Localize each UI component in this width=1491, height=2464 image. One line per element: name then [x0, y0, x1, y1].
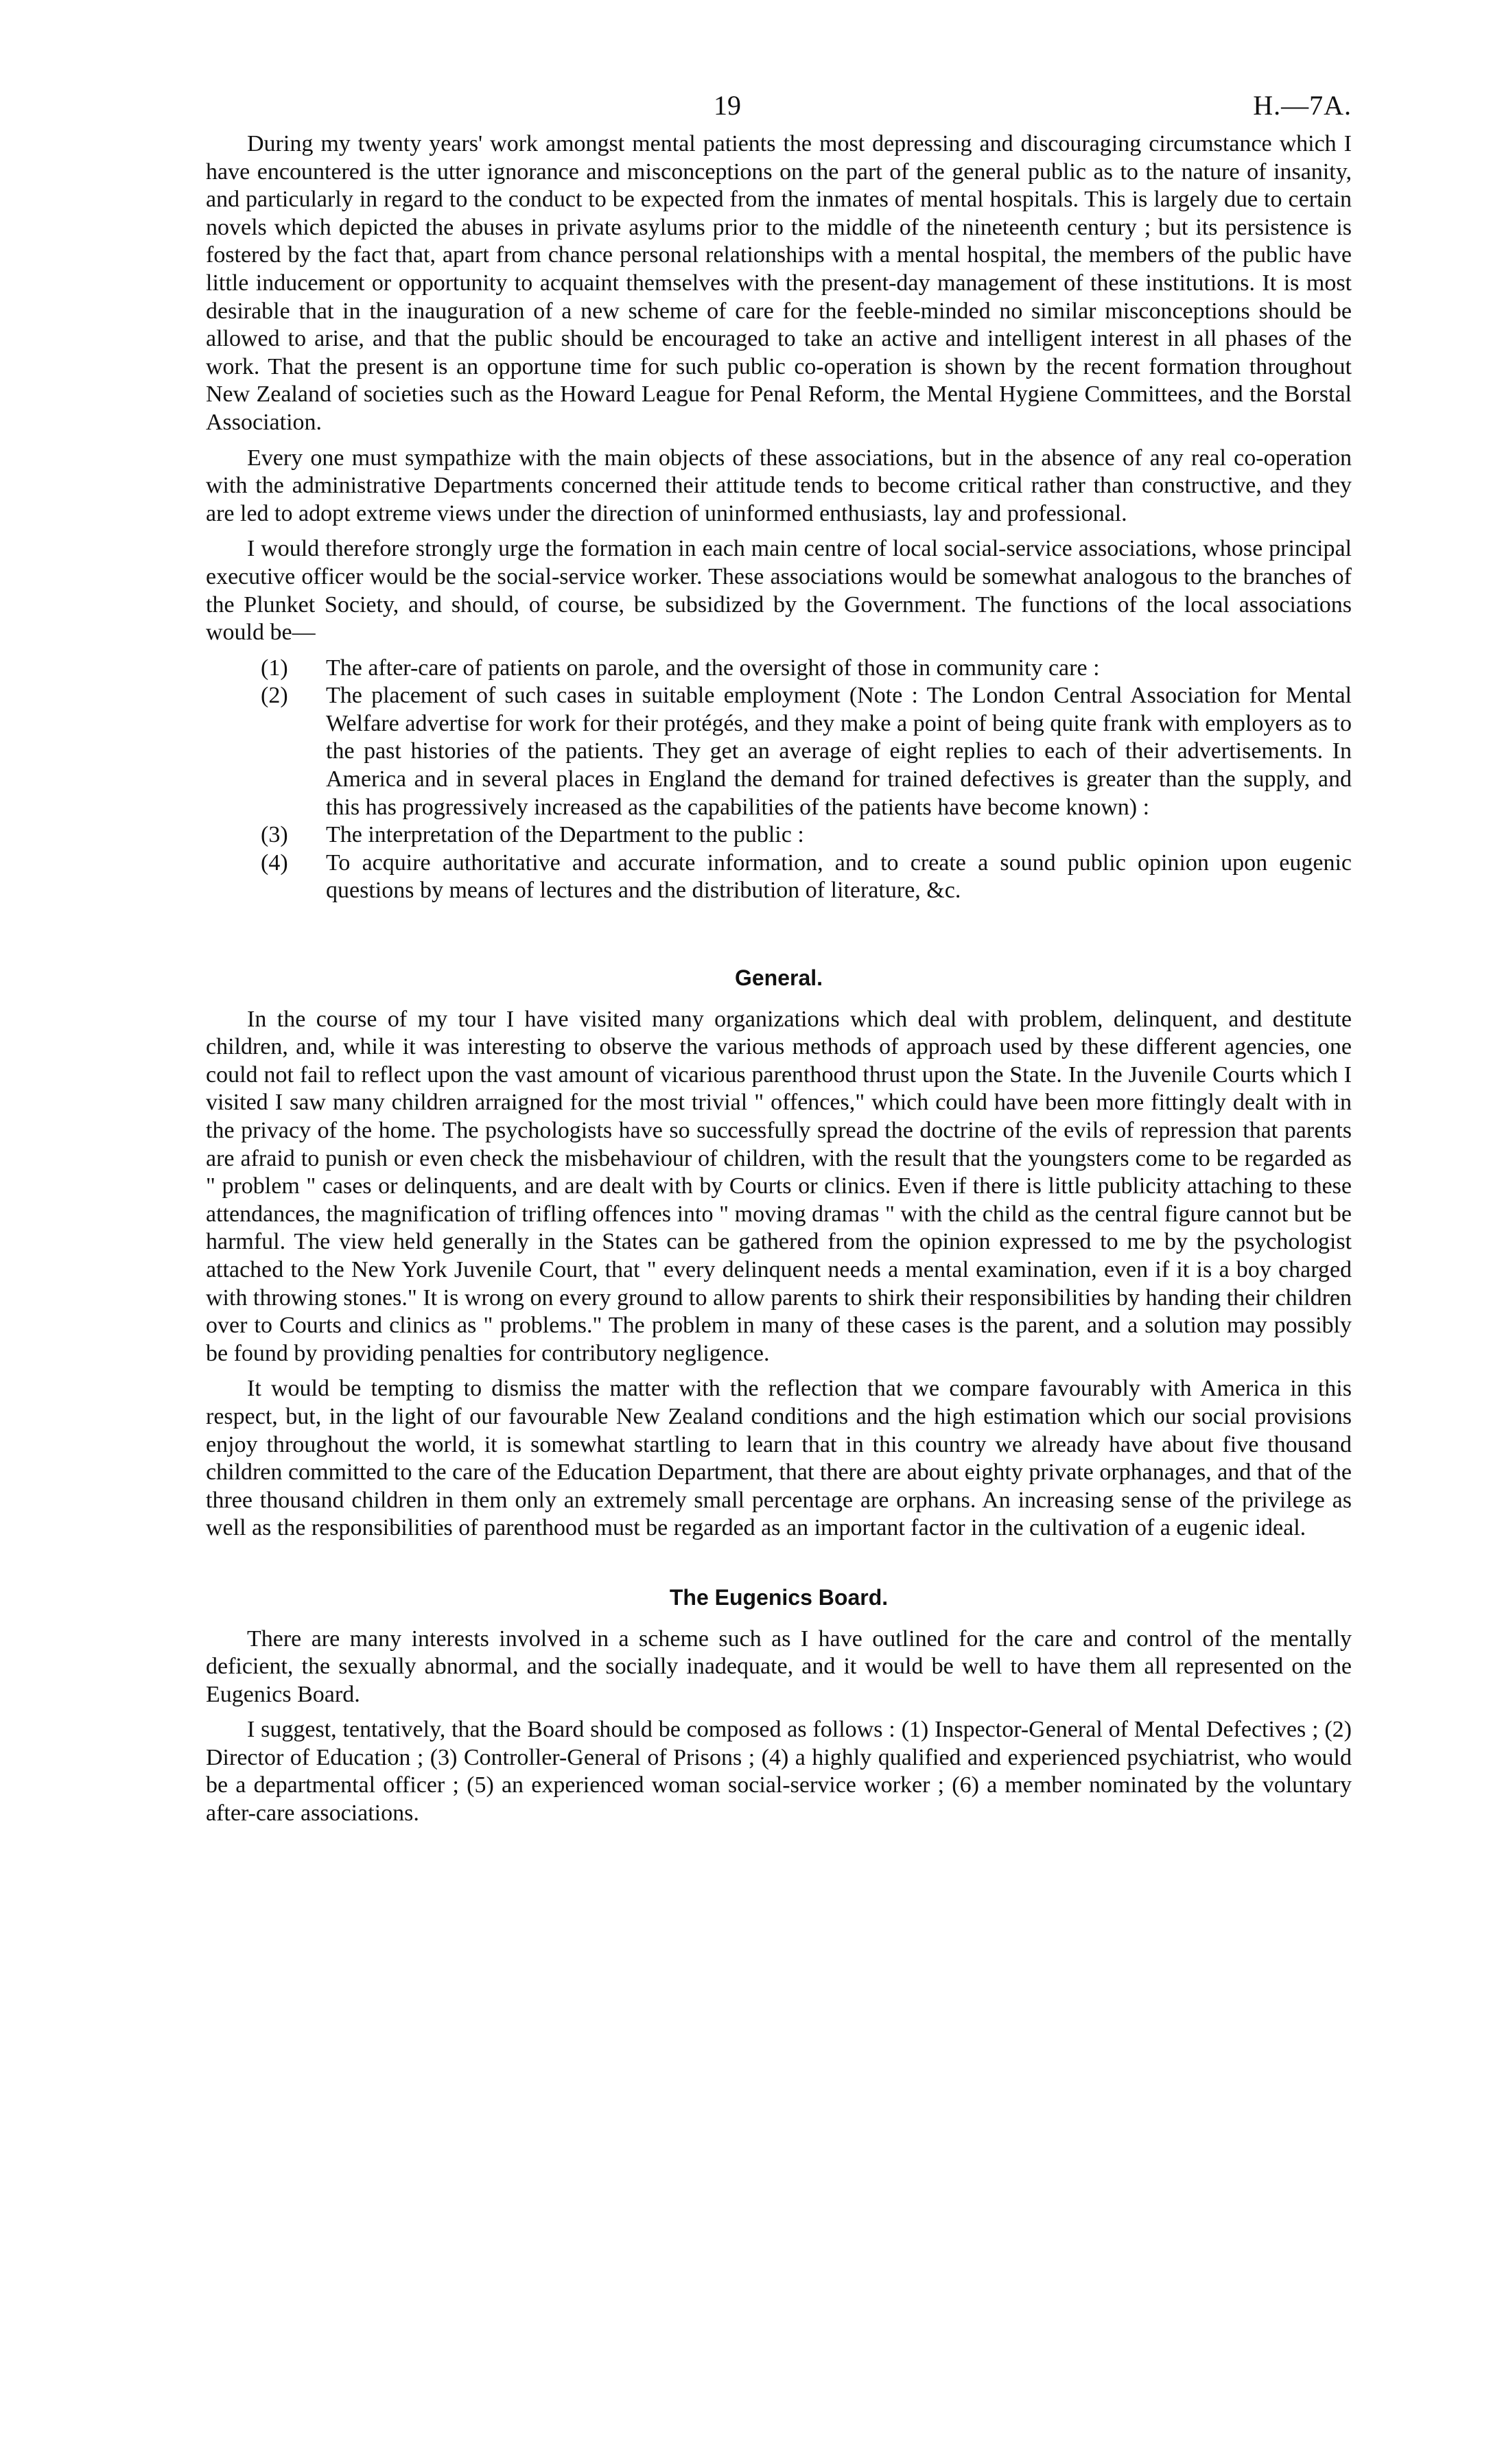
list-item-number: (1) — [261, 655, 288, 681]
section-heading-eugenics-board: The Eugenics Board. — [669, 1584, 889, 1610]
general-paragraph-2: It would be tempting to dismiss the matter with the reflection that we compare favourably with America in this respect, but, in the light of our favourable New Zealand conditions and the high estimation which our social provisions enjoy throughout the world, it is somewhat startling to learn that in this country we already have about five thousand children committed to the care of the Education Department, that there are about eighty private orphanages, and that of the three thousand children in them only an extremely small percentage are orphans. An increasing sense of the privilege as well as the responsibilities of parenthood must be regarded as an important factor in the cultivation of a eugenic ideal. — [206, 1376, 1352, 1541]
document-body — [206, 130, 1352, 1828]
section-heading-general: General. — [734, 965, 823, 991]
eugenics-paragraph-2: I suggest, tentatively, that the Board should be composed as follows : (1) Inspector-General of Mental Defectives ; (2) Director of Education ; (3) Controller-General of Prisons ; (4) a highly qualified and experienced psychiatrist, who would be a departmental officer ; (5) an experienced woman social-service worker ; (6) a member nominated by the voluntary after-care associations. — [206, 1717, 1352, 1827]
list-item-text: The after-care of patients on parole, and the oversight of those in community care : — [326, 655, 1100, 681]
list-item — [206, 821, 1352, 849]
intro-paragraph-3: I would therefore strongly urge the formation in each main centre of local social-service associations, whose principal executive officer would be the social-service worker. These associations would be somewhat analogous to the branches of the Plunket Society, and should, of course, be subsidized by the Government. The functions of the local associations would be— — [206, 536, 1352, 646]
intro-paragraph-1: During my twenty years' work amongst mental patients the most depressing and discouraging circumstance which I have encountered is the utter ignorance and misconceptions on the part of the general public as to the nature of insanity, and particularly in regard to the conduct to be expected from the inmates of mental hospitals. This is largely due to certain novels which depicted the abuses in private asylums prior to the middle of the nineteenth century ; but its persistence is fostered by the fact that, apart from chance personal relationships with a mental hospital, the members of the public have little inducement or opportunity to acquaint themselves with the present-day management of these institutions. It is most desirable that in the inauguration of a new scheme of care for the feeble-minded no similar misconceptions should be allowed to arise, and that the public should be encouraged to take an active and intelligent interest in all phases of the work. That the present is an opportune time for such public co-operation is shown by the recent formation throughout New Zealand of societies such as the Howard League for Penal Reform, the Mental Hygiene Committees, and the Borstal Association. — [206, 131, 1352, 435]
document-page — [206, 89, 1352, 1835]
list-item — [206, 849, 1352, 905]
list-item-text: The interpretation of the Department to the public : — [326, 822, 804, 848]
list-item — [206, 655, 1352, 683]
general-paragraph-1: In the course of my tour I have visited many organizations which deal with problem, delinquent, and destitute children, and, while it was interesting to observe the various methods of approach used by these different agencies, one could not fail to reflect upon the vast amount of vicarious parenthood thrust upon the State. In the Juvenile Courts which I visited I saw many children arraigned for the most trivial " offences," which could have been more fittingly dealt with in the privacy of the home. The psychologists have so successfully spread the doctrine of the evils of repression that parents are afraid to punish or even check the misbehaviour of children, with the result that the youngsters come to be regarded as " problem " cases or delinquents, and are dealt with by Courts or clinics. Even if there is little publicity attaching to these attendances, the magnification of trifling offences into " moving dramas " with the child as the central figure cannot but be harmful. The view held generally in the States can be gathered from the opinion expressed to me by the psychologist attached to the New York Juvenile Court, that " every delinquent needs a mental examination, even if it is a boy charged with throwing stones." It is wrong on every ground to allow parents to shirk their responsibilities by handing their children over to Courts and clinics as " problems." The problem in many of these cases is the parent, and a solution may possibly be found by providing penalties for contributory negligence. — [206, 1006, 1352, 1366]
functions-list — [206, 655, 1352, 905]
eugenics-paragraph-1: There are many interests involved in a scheme such as I have outlined for the care and control of the mentally deficient, the sexually abnormal, and the socially inadequate, and it would be well to have them all represented on the Eugenics Board. — [206, 1626, 1352, 1707]
page-header — [206, 89, 1352, 130]
intro-paragraph-2: Every one must sympathize with the main objects of these associations, but in the absence of any real co-operation with the administrative Departments concerned their attitude tends to become critical rather than constructive, and they are led to adopt extreme views under the direction of uninformed enthusiasts, lay and professional. — [206, 445, 1352, 526]
page-number: 19 — [714, 90, 741, 121]
list-item-text: The placement of such cases in suitable employment (Note : The London Central Association for Mental Welfare advertise for work for their protégés, and they make a point of being quite frank with employers as to the past histories of the patients. They get an average of eight replies to each of their advertisements. In America and in several places in England the demand for trained defectives is greater than the supply, and this has progressively increased as the capabilities of the patients have become known) : — [326, 683, 1352, 820]
document-reference: H.—7A. — [1253, 90, 1352, 121]
list-item-number: (4) — [261, 849, 288, 876]
list-item-text: To acquire authoritative and accurate information, and to create a sound public opinion upon eugenic questions by means of lectures and the distribution of literature, &c. — [326, 849, 1352, 904]
list-item-number: (2) — [261, 683, 288, 709]
list-item — [206, 682, 1352, 821]
list-item-number: (3) — [261, 822, 288, 848]
